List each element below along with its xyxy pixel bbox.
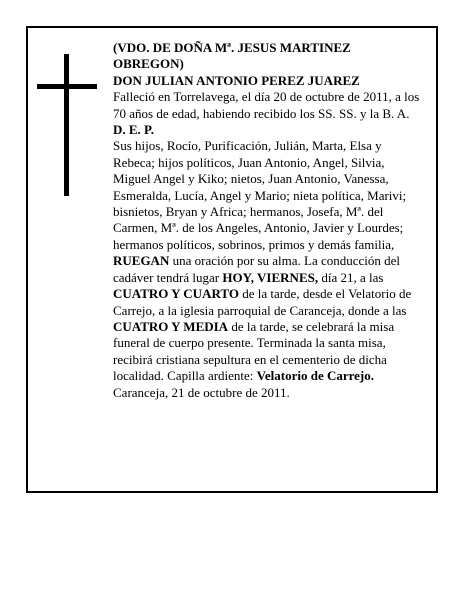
mass-time: CUATRO Y MEDIA — [113, 318, 229, 334]
departure-time: CUATRO Y CUARTO — [113, 286, 239, 302]
obituary-text — [113, 40, 423, 401]
chapel-name: Velatorio de Carrejo. — [256, 368, 375, 384]
widower-line: (VDO. DE DOÑA Mª. JESUS MARTINEZ OBREGON) — [113, 40, 351, 72]
cross-vertical-bar — [64, 54, 69, 196]
cross-icon — [37, 54, 97, 196]
funeral-day: HOY, VIERNES, — [222, 269, 319, 285]
cross-horizontal-bar — [37, 84, 97, 89]
place-date: Caranceja, 21 de octubre de 2011. — [113, 384, 290, 400]
ruegan-word: RUEGAN — [113, 253, 170, 269]
funeral-request: RUEGAN una oración por su alma. La conducción del cadáver tendrá lugar HOY, VIERNES, día 21, a las CUATRO Y CUARTO de la tarde, desde el Velatorio de Carrejo, a la iglesia parroquial de Caranceja, donde a las CUATRO Y MEDIA de la tarde, se celebrará la misa funeral de cuerpo presente. Terminada la santa misa, recibirá cristiana sepultura en el cementerio de dicha localidad. Capilla ardiente: Velatorio de Carrejo. — [113, 253, 412, 384]
dep-line: D. E. P. — [113, 122, 155, 138]
death-text: Falleció en Torrelavega, el día 20 de octubre de 2011, a los 70 años de edad, habiendo recibido los SS. SS. y la B. A. — [113, 89, 420, 121]
family-text: Sus hijos, Rocío, Purificación, Julián, Marta, Elsa y Rebeca; hijos políticos, Juan Antonio, Angel, Silvia, Miguel Angel y Kiko; nietos, Juan Antonio, Vanessa, Esmeralda, Lucía, Angel y Mario; nieta política, Marivi; bisnietos, Bryan y Africa; hermanos, Josefa, Mª. del Carmen, Mª. de los Angeles, Antonio, Javier y Lourdes; hermanos políticos, sobrinos, primos y demás familia, — [113, 138, 407, 252]
deceased-name: DON JULIAN ANTONIO PEREZ JUAREZ — [113, 72, 360, 88]
